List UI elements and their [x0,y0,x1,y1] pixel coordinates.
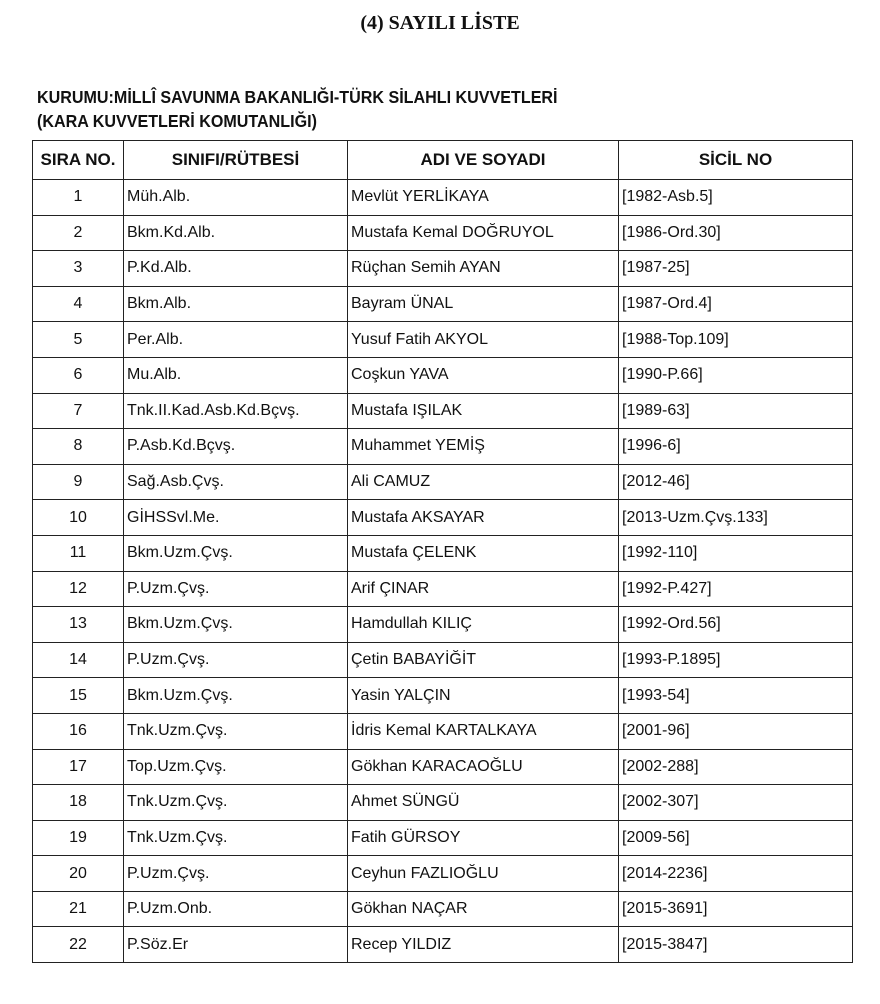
table-row [33,429,853,465]
cell-adi-soyadi: Ali CAMUZ [348,464,619,500]
cell-adi-soyadi: Ceyhun FAZLIOĞLU [348,856,619,892]
table-row [33,820,853,856]
cell-sinifi-rutbesi: GİHSSvl.Me. [124,500,348,536]
table-row [33,571,853,607]
cell-sinifi-rutbesi: Mu.Alb. [124,357,348,393]
cell-sicil-no: [1986-Ord.30] [619,215,853,251]
table-row [33,251,853,287]
cell-sira-no: 20 [33,856,124,892]
cell-sicil-no: [1993-54] [619,678,853,714]
cell-sira-no: 10 [33,500,124,536]
cell-sinifi-rutbesi: Sağ.Asb.Çvş. [124,464,348,500]
table-row [33,393,853,429]
cell-sira-no: 5 [33,322,124,358]
personnel-table [32,140,853,963]
cell-sicil-no: [2015-3847] [619,927,853,963]
cell-sinifi-rutbesi: Tnk.Uzm.Çvş. [124,785,348,821]
cell-sira-no: 15 [33,678,124,714]
cell-adi-soyadi: Gökhan KARACAOĞLU [348,749,619,785]
cell-sira-no: 17 [33,749,124,785]
table-row [33,535,853,571]
table-row [33,607,853,643]
cell-sinifi-rutbesi: Tnk.Uzm.Çvş. [124,713,348,749]
cell-sira-no: 7 [33,393,124,429]
table-header-row [33,141,853,180]
cell-adi-soyadi: Hamdullah KILIÇ [348,607,619,643]
cell-adi-soyadi: Gökhan NAÇAR [348,891,619,927]
table-row [33,180,853,216]
cell-sicil-no: [1996-6] [619,429,853,465]
cell-sinifi-rutbesi: Bkm.Uzm.Çvş. [124,678,348,714]
cell-adi-soyadi: Arif ÇINAR [348,571,619,607]
table-row [33,357,853,393]
cell-sinifi-rutbesi: Top.Uzm.Çvş. [124,749,348,785]
table-row [33,215,853,251]
cell-adi-soyadi: Mustafa ÇELENK [348,535,619,571]
cell-sinifi-rutbesi: Bkm.Uzm.Çvş. [124,607,348,643]
header-sinifi-rutbesi: SINIFI/RÜTBESİ [124,141,348,180]
cell-sicil-no: [1987-25] [619,251,853,287]
cell-adi-soyadi: Recep YILDIZ [348,927,619,963]
cell-sira-no: 2 [33,215,124,251]
cell-sinifi-rutbesi: Bkm.Alb. [124,286,348,322]
cell-sira-no: 4 [33,286,124,322]
table-row [33,856,853,892]
table-row [33,464,853,500]
cell-sinifi-rutbesi: Tnk.II.Kad.Asb.Kd.Bçvş. [124,393,348,429]
cell-sicil-no: [1992-P.427] [619,571,853,607]
cell-sinifi-rutbesi: P.Uzm.Çvş. [124,571,348,607]
cell-adi-soyadi: Mustafa AKSAYAR [348,500,619,536]
cell-sira-no: 9 [33,464,124,500]
cell-sira-no: 8 [33,429,124,465]
cell-sinifi-rutbesi: P.Uzm.Çvş. [124,642,348,678]
cell-sicil-no: [2014-2236] [619,856,853,892]
cell-adi-soyadi: Yusuf Fatih AKYOL [348,322,619,358]
table-row [33,749,853,785]
table-row [33,322,853,358]
cell-sicil-no: [2002-288] [619,749,853,785]
table-row [33,891,853,927]
cell-sicil-no: [2001-96] [619,713,853,749]
cell-sinifi-rutbesi: P.Söz.Er [124,927,348,963]
header-sira-no: SIRA NO. [33,141,124,180]
table-row [33,927,853,963]
document-title: (4) SAYILI LİSTE [360,12,520,34]
table-row [33,500,853,536]
cell-sira-no: 14 [33,642,124,678]
cell-sinifi-rutbesi: Müh.Alb. [124,180,348,216]
cell-sinifi-rutbesi: Bkm.Uzm.Çvş. [124,535,348,571]
cell-sira-no: 1 [33,180,124,216]
cell-sira-no: 11 [33,535,124,571]
cell-sicil-no: [1992-110] [619,535,853,571]
cell-sinifi-rutbesi: Tnk.Uzm.Çvş. [124,820,348,856]
table-row [33,713,853,749]
cell-sicil-no: [1982-Asb.5] [619,180,853,216]
cell-sicil-no: [1993-P.1895] [619,642,853,678]
cell-adi-soyadi: Fatih GÜRSOY [348,820,619,856]
header-adi-soyadi: ADI VE SOYADI [348,141,619,180]
cell-sira-no: 6 [33,357,124,393]
cell-sira-no: 21 [33,891,124,927]
cell-sicil-no: [2015-3691] [619,891,853,927]
institution-line-2: (KARA KUVVETLERİ KOMUTANLIĞI) [37,111,317,131]
cell-adi-soyadi: Coşkun YAVA [348,357,619,393]
cell-sicil-no: [2002-307] [619,785,853,821]
cell-sicil-no: [2013-Uzm.Çvş.133] [619,500,853,536]
cell-adi-soyadi: Muhammet YEMİŞ [348,429,619,465]
cell-sira-no: 12 [33,571,124,607]
cell-sira-no: 16 [33,713,124,749]
cell-sira-no: 3 [33,251,124,287]
cell-sicil-no: [1988-Top.109] [619,322,853,358]
cell-sicil-no: [1990-P.66] [619,357,853,393]
institution-heading [37,85,558,133]
table-row [33,678,853,714]
cell-adi-soyadi: Çetin BABAYİĞİT [348,642,619,678]
table-row [33,286,853,322]
cell-adi-soyadi: Yasin YALÇIN [348,678,619,714]
cell-sinifi-rutbesi: Per.Alb. [124,322,348,358]
institution-line-1: KURUMU:MİLLÎ SAVUNMA BAKANLIĞI-TÜRK SİLAHLI KUVVETLERİ [37,87,558,107]
cell-adi-soyadi: İdris Kemal KARTALKAYA [348,713,619,749]
cell-sicil-no: [1992-Ord.56] [619,607,853,643]
cell-adi-soyadi: Ahmet SÜNGÜ [348,785,619,821]
cell-adi-soyadi: Mustafa IŞILAK [348,393,619,429]
cell-sinifi-rutbesi: P.Uzm.Onb. [124,891,348,927]
cell-sira-no: 13 [33,607,124,643]
cell-sira-no: 18 [33,785,124,821]
cell-sicil-no: [2012-46] [619,464,853,500]
cell-sira-no: 19 [33,820,124,856]
cell-adi-soyadi: Mevlüt YERLİKAYA [348,180,619,216]
cell-sicil-no: [1987-Ord.4] [619,286,853,322]
cell-adi-soyadi: Rüçhan Semih AYAN [348,251,619,287]
cell-adi-soyadi: Mustafa Kemal DOĞRUYOL [348,215,619,251]
table-row [33,785,853,821]
table-row [33,642,853,678]
cell-adi-soyadi: Bayram ÜNAL [348,286,619,322]
cell-sinifi-rutbesi: P.Uzm.Çvş. [124,856,348,892]
cell-sinifi-rutbesi: P.Asb.Kd.Bçvş. [124,429,348,465]
cell-sicil-no: [1989-63] [619,393,853,429]
header-sicil-no: SİCİL NO [619,141,853,180]
cell-sicil-no: [2009-56] [619,820,853,856]
cell-sira-no: 22 [33,927,124,963]
cell-sinifi-rutbesi: Bkm.Kd.Alb. [124,215,348,251]
cell-sinifi-rutbesi: P.Kd.Alb. [124,251,348,287]
